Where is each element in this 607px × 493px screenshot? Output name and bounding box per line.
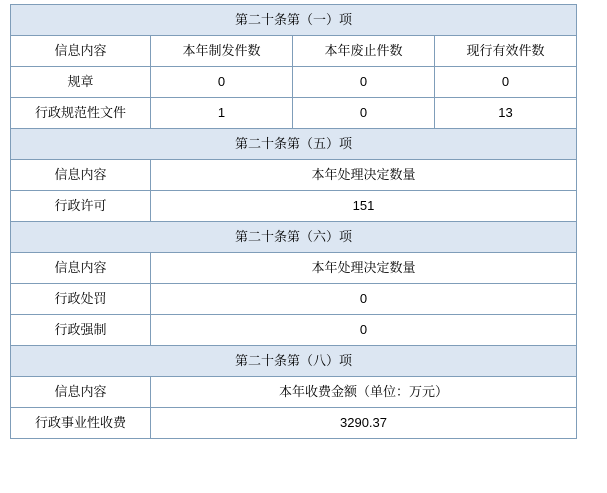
column-header-row [11,253,577,284]
row-value-1-0-0: 0 [151,67,293,98]
column-header-row [11,377,577,408]
column-header-3-0: 信息内容 [11,253,151,284]
column-header-1-3: 现行有效件数 [435,36,577,67]
row-value-1-1-0: 1 [151,98,293,129]
row-value-4-0-0: 3290.37 [151,408,577,439]
row-value-2-0-0: 151 [151,191,577,222]
section-title-3: 第二十条第（六）项 [11,222,577,253]
column-header-1-2: 本年废止件数 [293,36,435,67]
column-header-row [11,36,577,67]
column-header-3-1: 本年处理决定数量 [151,253,577,284]
column-header-2-0: 信息内容 [11,160,151,191]
column-header-1-1: 本年制发件数 [151,36,293,67]
table-row [11,408,577,439]
row-label-4-0: 行政事业性收费 [11,408,151,439]
section-header-row [11,129,577,160]
section-title-4: 第二十条第（八）项 [11,346,577,377]
column-header-1-0: 信息内容 [11,36,151,67]
row-value-1-1-1: 0 [293,98,435,129]
row-label-1-0: 规章 [11,67,151,98]
row-value-1-1-2: 13 [435,98,577,129]
row-value-1-0-1: 0 [293,67,435,98]
table-row [11,284,577,315]
section-header-row [11,346,577,377]
column-header-2-1: 本年处理决定数量 [151,160,577,191]
table-row [11,315,577,346]
row-value-1-0-2: 0 [435,67,577,98]
table-row [11,67,577,98]
row-label-2-0: 行政许可 [11,191,151,222]
disclosure-report-table [10,4,577,439]
report-sheet [0,4,607,493]
column-header-4-0: 信息内容 [11,377,151,408]
table-row [11,98,577,129]
section-header-row [11,5,577,36]
row-label-3-1: 行政强制 [11,315,151,346]
column-header-4-1: 本年收费金额（单位：万元） [151,377,577,408]
column-header-row [11,160,577,191]
row-value-3-1-0: 0 [151,315,577,346]
row-value-3-0-0: 0 [151,284,577,315]
section-header-row [11,222,577,253]
row-label-3-0: 行政处罚 [11,284,151,315]
section-title-1: 第二十条第（一）项 [11,5,577,36]
row-label-1-1: 行政规范性文件 [11,98,151,129]
table-row [11,191,577,222]
section-title-2: 第二十条第（五）项 [11,129,577,160]
